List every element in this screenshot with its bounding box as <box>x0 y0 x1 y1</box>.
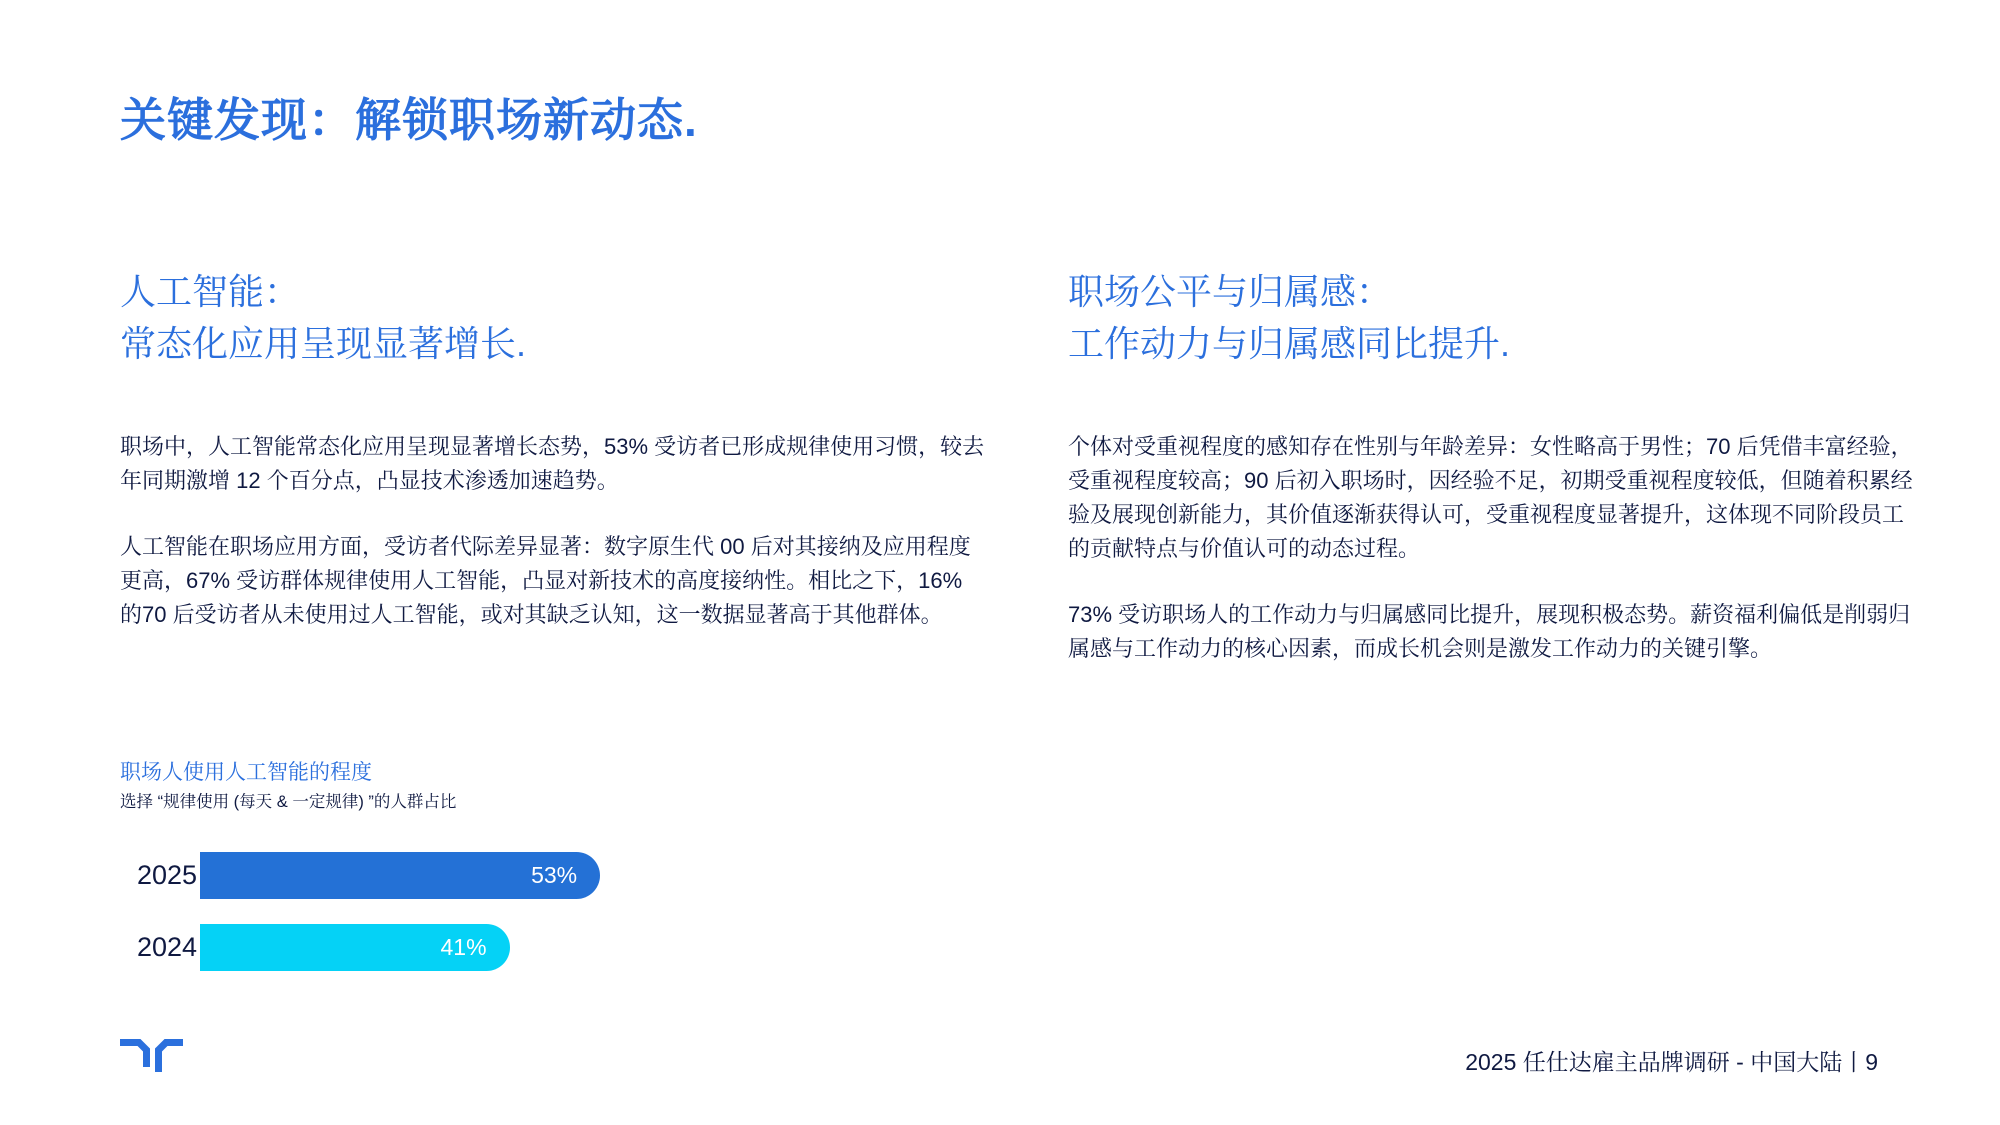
section-fairness-body <box>1068 430 1920 666</box>
section-ai-paragraph-2: 人工智能在职场应用方面，受访者代际差异显著：数字原生代 00 后对其接纳及应用程度更高，67% 受访群体规律使用人工智能，凸显对新技术的高度接纳性。相比之下，16% 的70 后受访者从未使用过人工智能，或对其缺乏认知，这一数据显著高于其他群体。 <box>120 534 971 627</box>
randstad-logo-icon <box>120 1038 186 1074</box>
chart-category-label: 2024 <box>137 932 198 962</box>
section-fairness-heading-line2: 工作动力与归属感同比提升. <box>1068 323 1511 364</box>
chart-category-label: 2025 <box>137 860 198 890</box>
section-fairness-heading <box>1068 266 1920 370</box>
section-fairness-paragraph-1: 个体对受重视程度的感知存在性别与年龄差异：女性略高于男性；70 后凭借丰富经验，受重视程度较高；90 后初入职场时，因经验不足，初期受重视程度较低，但随着积累经验及展现创新能力，其价值逐渐获得认可，受重视程度显著提升，这体现不同阶段员工的贡献特点与价值认可的动态过程。 <box>1068 434 1913 561</box>
bar-2025 <box>200 852 600 899</box>
page-title: 关键发现：解锁职场新动态. <box>120 94 698 146</box>
chart-title: 职场人使用人工智能的程度 <box>120 761 372 784</box>
footer-caption: 2025 任仕达雇主品牌调研 - 中国大陆丨9 <box>1465 1049 1878 1075</box>
section-ai-heading <box>120 266 985 370</box>
section-ai-paragraph-1: 职场中，人工智能常态化应用呈现显著增长态势，53% 受访者已形成规律使用习惯，较去年同期激增 12 个百分点，凸显技术渗透加速趋势。 <box>120 434 985 493</box>
section-fairness-paragraph-2: 73% 受访职场人的工作动力与归属感同比提升，展现积极态势。薪资福利偏低是削弱归属感与工作动力的核心因素，而成长机会则是激发工作动力的关键引擎。 <box>1068 602 1911 661</box>
section-ai-body <box>120 430 985 632</box>
chart-row-2024 <box>120 924 900 971</box>
bar-2024 <box>200 924 510 971</box>
bar-2025-value-label: 53% <box>531 862 578 888</box>
bar-2024-value-label: 41% <box>440 934 487 960</box>
section-fairness <box>1068 266 1920 666</box>
section-ai-heading-line1: 人工智能： <box>120 271 301 312</box>
chart-row-2025 <box>120 852 900 899</box>
chart-rows <box>120 852 900 971</box>
section-ai <box>120 266 985 632</box>
ai-usage-chart <box>120 760 900 996</box>
chart-subtitle: 选择 “规律使用 (每天 & 一定规律) ”的人群占比 <box>120 793 457 811</box>
section-fairness-heading-line1: 职场公平与归属感： <box>1068 271 1393 312</box>
section-ai-heading-line2: 常态化应用呈现显著增长. <box>120 323 527 364</box>
